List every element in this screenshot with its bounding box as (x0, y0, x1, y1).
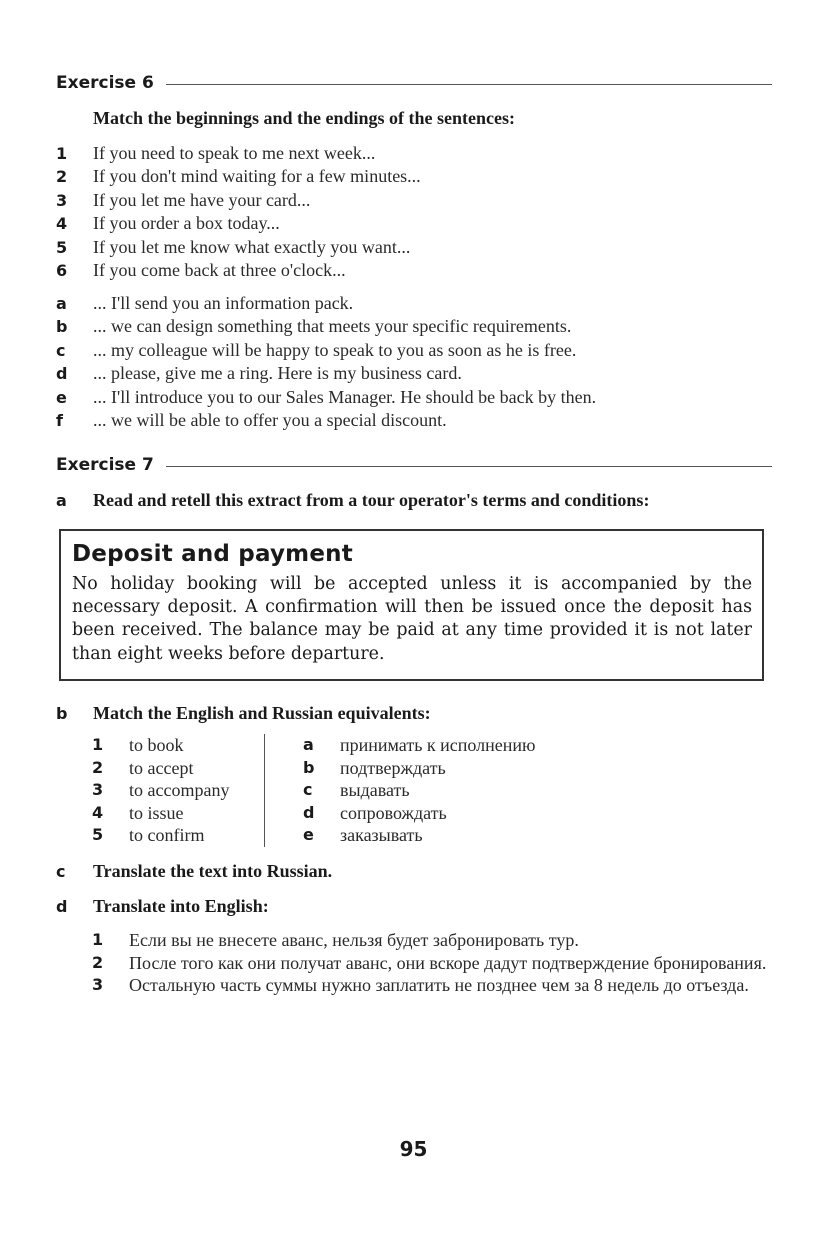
list-item: e ... I'll introduce you to our Sales Manager. He should be back by then. (56, 386, 597, 407)
exercise-6-heading (56, 73, 772, 93)
translation-list (92, 929, 772, 997)
heading-rule (166, 84, 772, 85)
exercise-7b-instruction: b Match the English and Russian equivalents: (56, 703, 431, 723)
exercise-7c-instruction: c Translate the text into Russian. (56, 861, 333, 881)
list-item: 2 to accept (92, 757, 194, 778)
beginnings-list (56, 142, 772, 282)
list-item: 2 После того как они получат аванс, они вскоре дадут подтверждение бронирования. (92, 952, 767, 973)
list-item: 5 to confirm (92, 825, 205, 846)
list-item: 2 If you don't mind waiting for a few minutes... (56, 166, 421, 187)
list-item: c выдавать (303, 780, 410, 801)
list-item: e заказывать (303, 825, 423, 846)
equivalents-table (92, 734, 535, 847)
terms-box (59, 529, 764, 681)
list-item: c ... my colleague will be happy to speak to you as soon as he is free. (56, 339, 577, 360)
exercise-6-title: Exercise 6 (56, 73, 154, 93)
list-item: 3 If you let me have your card... (56, 189, 311, 210)
exercise-6-instruction: Match the beginnings and the endings of the sentences: (93, 108, 516, 128)
endings-list (56, 292, 772, 432)
list-item: f ... we will be able to offer you a special discount. (56, 409, 447, 430)
list-item: 5 If you let me know what exactly you want... (56, 236, 411, 257)
list-item: a ... I'll send you an information pack. (56, 293, 354, 313)
heading-rule (166, 466, 772, 467)
russian-column (265, 734, 535, 847)
list-item: 3 to accompany (92, 780, 230, 801)
exercise-7a-instruction: a Read and retell this extract from a tour operator's terms and conditions: (56, 490, 650, 510)
list-item: 1 to book (92, 735, 184, 755)
list-item: 4 to issue (92, 802, 184, 823)
list-item: 1 Если вы не внесете аванс, нельзя будет забронировать тур. (92, 930, 579, 950)
list-item: 1 If you need to speak to me next week... (56, 143, 376, 163)
box-title: Deposit and payment (72, 541, 353, 567)
list-item: 3 Остальную часть суммы нужно заплатить не позднее чем за 8 недель до отъезда. (92, 975, 749, 995)
list-item: b ... we can design something that meets your specific requirements. (56, 316, 572, 337)
list-item: b подтверждать (303, 757, 446, 778)
list-item: 6 If you come back at three o'clock... (56, 259, 346, 280)
exercise-7-title: Exercise 7 (56, 455, 154, 475)
list-item: 4 If you order a box today... (56, 213, 280, 234)
list-item: d ... please, give me a ring. Here is my business card. (56, 363, 462, 384)
list-item: d сопровождать (303, 802, 447, 823)
exercise-7d-instruction: d Translate into English: (56, 896, 269, 916)
exercise-7-heading (56, 455, 772, 475)
page-number: 95 (399, 1137, 428, 1161)
list-item: a принимать к исполнению (303, 735, 536, 755)
box-text: No holiday booking will be accepted unless it is accompanied by the necessary deposit. A confirmation will then be issued once the deposit has been received. The balance may be paid at any time provided it is not later than eight weeks before departure. (72, 574, 752, 664)
english-column (92, 734, 265, 847)
